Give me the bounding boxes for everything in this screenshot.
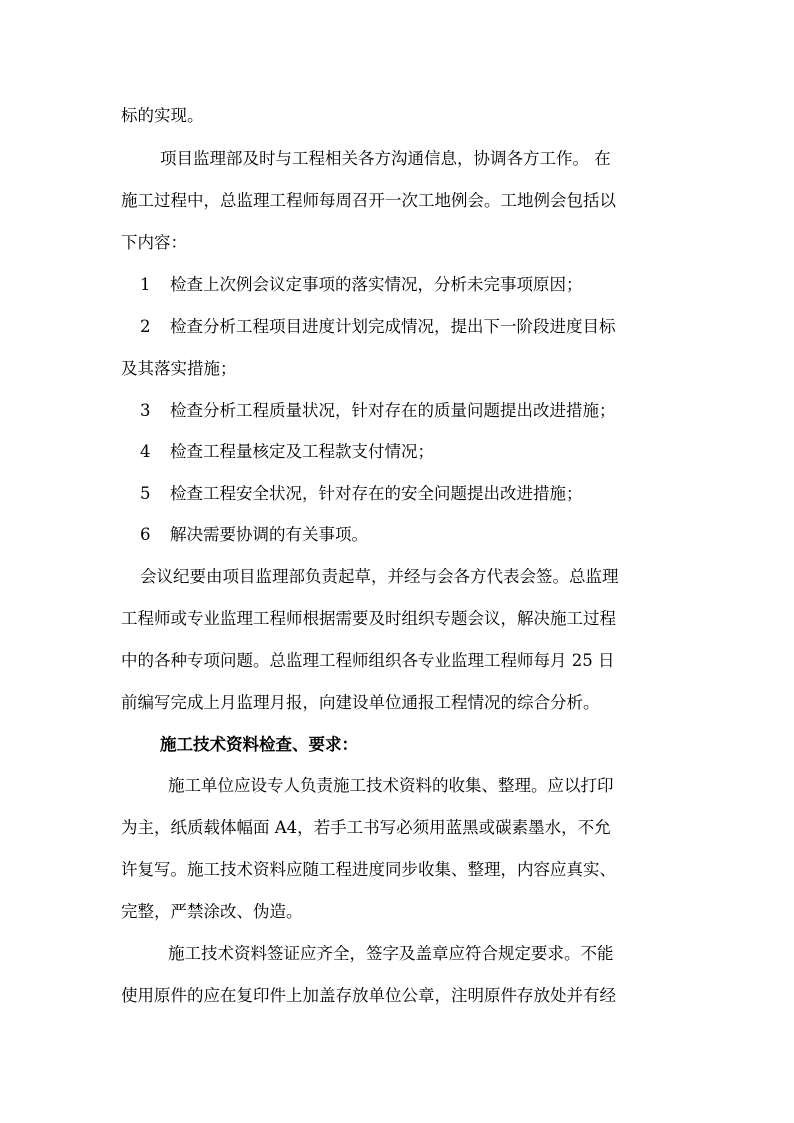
text-line: 施工单位应设专人负责施工技术资料的收集、整理。应以打印 [168,776,614,795]
text-line: 许复写。施工技术资料应随工程进度同步收集、整理，内容应真实、 [121,860,616,879]
list-number: 4 [140,442,151,461]
text-line: 工程师或专业监理工程师根据需要及时组织专题会议，解决施工过程 [121,609,616,628]
list-item-text: 解决需要协调的有关事项。 [170,525,368,544]
text-line: 施工技术资料签证应齐全，签字及盖章应符合规定要求。不能 [168,944,614,963]
list-number: 6 [140,525,151,544]
text-line: 施工过程中，总监理工程师每周召开一次工地例会。工地例会包括以 [121,191,616,210]
text-line: 标的实现。 [121,106,204,125]
list-item-text: 检查分析工程质量状况，针对存在的质量问题提出改进措施； [170,401,616,420]
text-line: 会议纪要由项目监理部负责起草，并经与会各方代表会签。总监理 [140,567,619,586]
text-line: 使用原件的应在复印件上加盖存放单位公章，注明原件存放处并有经 [121,986,616,1005]
list-number: 3 [140,401,151,420]
list-item-text: 检查上次例会议定事项的落实情况，分析未完事项原因； [170,275,583,294]
list-item-text: 检查工程安全状况，针对存在的安全问题提出改进措施； [170,484,583,503]
list-item [140,484,583,504]
text-line: 完整，严禁涂改、伪造。 [121,902,303,921]
list-item [140,275,583,295]
list-number: 1 [140,275,151,294]
list-item [140,317,616,337]
list-item [140,442,434,462]
text-line: 前编写完成上月监理月报，向建设单位通报工程情况的综合分析。 [121,693,600,712]
section-heading: 施工技术资料检查、要求： [160,735,358,754]
list-item [140,401,616,421]
text-line: 中的各种专项问题。总监理工程师组织各专业监理工程师每月 25 日 [121,651,615,670]
list-number: 2 [140,317,151,336]
text-line: 项目监理部及时与工程相关各方沟通信息，协调各方工作。 在 [160,149,611,168]
list-number: 5 [140,484,151,503]
list-item-text: 检查分析工程项目进度计划完成情况，提出下一阶段进度目标 [170,317,616,336]
text-line: 及其落实措施； [121,359,237,378]
text-line: 为主，纸质载体幅面 A4，若手工书写必须用蓝黑或碳素墨水，不允 [121,818,611,837]
list-item [140,525,368,545]
text-line: 下内容： [121,233,187,252]
list-item-text: 检查工程量核定及工程款支付情况； [170,442,434,461]
